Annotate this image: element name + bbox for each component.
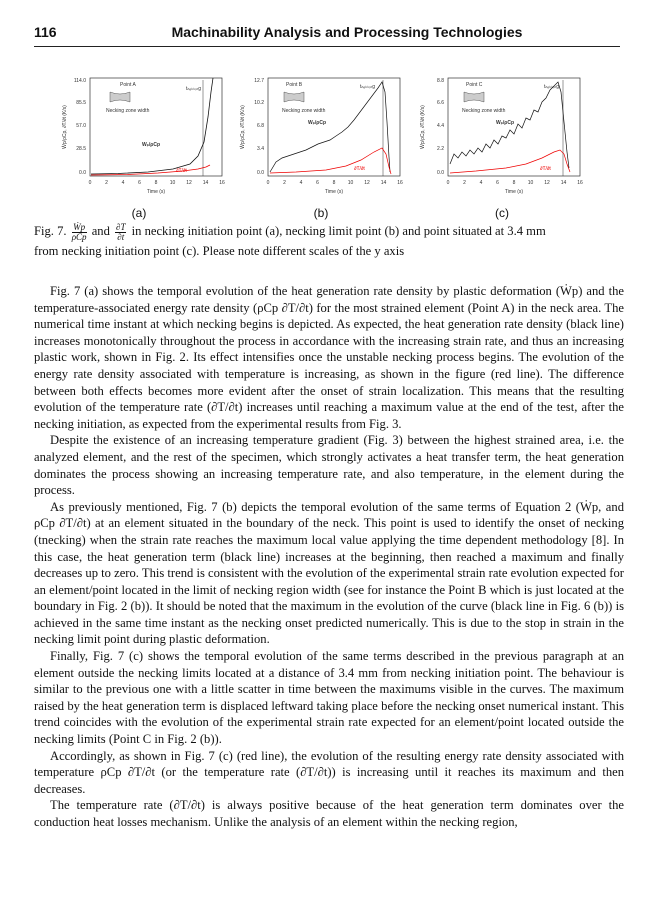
curve-label-dt: ∂T/∂t: [176, 168, 187, 174]
figure-panel-c: [416, 72, 586, 202]
ytick: 6.8: [257, 123, 264, 129]
xtick: 12: [364, 180, 370, 186]
curve-label-wp: Wₚ/ρCp: [496, 120, 515, 126]
paragraph: As previously mentioned, Fig. 7 (b) depicts the temporal evolution of the same terms of Equation 2 (Ẇp, and ρCp ∂T/∂t) at an element situated in the boundary of the neck. This point is used to identify the onset of necking (tnecking) when the strain rate reaches the maximum local value applying the time dependent methodology [8]. In this case, the heat generation term (black line) increases at the beginning, then reached a maximum and finally decreases up to zero. This trend is consistent with the evolution of the experimental strain rate evolution expected for an element/point located in the limit of necking region width (see for instance the Point B which is just located at the boundary in Fig. 2 (b)). It should be noted that the maximum in the evolution of the curve (black line in Fig. 6 (b)) is achieved in the same time instant as the necking onset predicted numerically. This is due to the stop in strain in the necking limit point during plastic deformation.: [34, 499, 624, 647]
frac-num: ∂T: [116, 221, 126, 232]
page-header: [34, 24, 620, 47]
x-axis-label: Time (s): [146, 189, 166, 195]
curve-label-dt: ∂T/∂t: [540, 166, 551, 172]
paragraph: Finally, Fig. 7 (c) shows the temporal evolution of the same terms described in the previous paragraph at an element outside the necking limits located at a distance of 3.4 mm from necking initiation point. The behaviour is similar to the previous one with a little scatter in time between the maximums visible in the curves. The maximum raised by the heat generation term is displaced leftward taking place before the necking onset numerical instant. This trend coincides with the evolution of the experimental strain rate expected for an element/point located outside the necking limits (Point C in Fig. 2 (b)).: [34, 649, 624, 747]
xtick: 4: [121, 180, 125, 186]
zone-label: Necking zone width: [462, 108, 506, 114]
caption-prefix: Fig. 7.: [34, 224, 67, 238]
point-label: Point C: [466, 82, 483, 88]
panel-b-plot: [236, 72, 406, 202]
point-label: Point A: [120, 82, 136, 88]
xtick: 6: [138, 180, 141, 186]
specimen-icon: [284, 92, 304, 102]
xtick: 14: [380, 180, 387, 186]
caption-text-1: in necking initiation point (a), necking limit point (b) and point situated at 3.4 mm: [131, 224, 546, 238]
xtick: 12: [544, 180, 550, 186]
point-label: Point B: [286, 82, 303, 88]
specimen-icon: [464, 92, 484, 102]
frac-num: Ẇp: [73, 221, 86, 232]
x-axis-label: Time (s): [324, 189, 344, 195]
page-number: 116: [34, 24, 57, 40]
xtick: 2: [105, 180, 108, 186]
running-title: Machinability Analysis and Processing Technologies: [171, 24, 523, 40]
xtick: 10: [347, 180, 354, 186]
xtick: 12: [186, 180, 192, 186]
xtick: 6: [496, 180, 499, 186]
y-axis-label: Ẇp/ρCp, ∂T/∂t (K/s): [240, 105, 246, 149]
curve-label-wp: Wₚ/ρCp: [308, 120, 327, 126]
xtick: 16: [577, 180, 583, 186]
zone-label: Necking zone width: [106, 108, 150, 114]
curve-label-dt: ∂T/∂t: [354, 166, 365, 172]
ytick: 12.7: [254, 78, 264, 84]
caption-fraction-wp: [72, 223, 87, 242]
xtick: 10: [169, 180, 176, 186]
ytick: 2.2: [437, 146, 444, 152]
ytick: 8.8: [437, 78, 444, 84]
xtick: 8: [332, 180, 336, 186]
x-axis-label: Time (s): [504, 189, 524, 195]
frac-den: ρCp: [71, 231, 87, 242]
paragraph: The temperature rate (∂T/∂t) is always positive because of the heat generation term dominates over the conduction heat losses mechanism. Unlike the analysis of an element within the necking region,: [34, 798, 624, 829]
paragraph: Fig. 7 (a) shows the temporal evolution of the heat generation rate density by plastic deformation (Ẇp) and the temperature-associated energy rate density (ρCp ∂T/∂t) for the most strained element (Point A) in the neck area. The numerical time instant at which necking begins is depicted. As expected, the heat generation rate density (black line) increases monotonically throughout the process in accordance with the increasing strain rate, and thus an increasing plastic work, shown in Fig. 2. Its effect intensifies once the unstable necking process begins. The evolution of the energy rate density associated with temperature is increasing, as shown in the figure (red line). The difference between both effects becomes more evident after the onset of strain localization. This means that the resulting evolution of the temperature rate (∂T/∂t) increases until reaching a maximum value at the end of the test, after the necking initiation, as expected from the experimental results from Fig. 3.: [34, 284, 624, 431]
ytick: 0.0: [79, 170, 86, 176]
xtick: 2: [283, 180, 286, 186]
panel-c-plot: [416, 72, 586, 202]
figure-label-a: (a): [131, 206, 147, 220]
figure-label-b: (b): [313, 206, 329, 220]
ytick: 85.5: [76, 100, 86, 106]
xtick: 14: [202, 180, 209, 186]
curve-dt: [270, 148, 391, 174]
y-axis-label: Ẇp/ρCp, ∂T/∂t (K/s): [420, 105, 426, 149]
ytick: 3.4: [257, 146, 264, 152]
ytick: 28.5: [76, 146, 86, 152]
xtick: 0: [88, 180, 92, 186]
xtick: 16: [219, 180, 225, 186]
xtick: 10: [527, 180, 534, 186]
ytick: 6.6: [437, 100, 444, 106]
body-text: [34, 283, 624, 831]
necking-label: tₙₑₖₖᵢₙg: [544, 84, 560, 90]
ytick: 114.0: [73, 78, 86, 84]
frac-den: ∂t: [117, 231, 125, 242]
xtick: 2: [463, 180, 466, 186]
ytick: 57.0: [76, 123, 86, 129]
panel-a-plot: [58, 72, 228, 202]
figure-caption: [34, 222, 624, 261]
figure-panel-a: [58, 72, 228, 202]
caption-fraction-dt: [115, 223, 126, 242]
specimen-icon: [110, 92, 130, 102]
ytick: 10.2: [254, 100, 264, 106]
zone-label: Necking zone width: [282, 108, 326, 114]
xtick: 0: [446, 180, 450, 186]
curve-wp: [91, 78, 213, 174]
xtick: 4: [479, 180, 483, 186]
xtick: 8: [512, 180, 516, 186]
ytick: 4.4: [437, 123, 444, 129]
paragraph: Despite the existence of an increasing temperature gradient (Fig. 3) between the highest strained area, i.e. the analyzed element, and the rest of the specimen, which strongly activates a heat transfer term, the heat generation dominates the process showing an increasing temperature rate, and also temperature, in the element during the process.: [34, 433, 624, 498]
xtick: 4: [299, 180, 303, 186]
necking-label: tₙₑₖₖᵢₙg: [360, 84, 376, 90]
xtick: 0: [266, 180, 270, 186]
figure-label-c: (c): [495, 206, 509, 220]
paragraph: Accordingly, as shown in Fig. 7 (c) (red line), the evolution of the resulting energy rate density associated with temperature ρCp ∂T/∂t (or the temperature rate (∂T/∂t)) is increasing until it reaches its maximum and then decreases.: [34, 748, 624, 796]
xtick: 8: [154, 180, 158, 186]
xtick: 6: [316, 180, 319, 186]
ytick: 0.0: [437, 170, 444, 176]
ytick: 0.0: [257, 170, 264, 176]
caption-text-2: from necking initiation point (c). Please note different scales of the y axis: [34, 243, 405, 258]
xtick: 16: [397, 180, 403, 186]
curve-label-wp: Wₚ/ρCp: [142, 142, 161, 148]
necking-label: tₙₑₖₖᵢₙg: [186, 86, 202, 92]
xtick: 14: [560, 180, 567, 186]
caption-and: and: [91, 224, 110, 238]
y-axis-label: Ẇp/ρCp, ∂T/∂t (K/s): [62, 105, 68, 149]
figure-panel-b: [236, 72, 406, 202]
